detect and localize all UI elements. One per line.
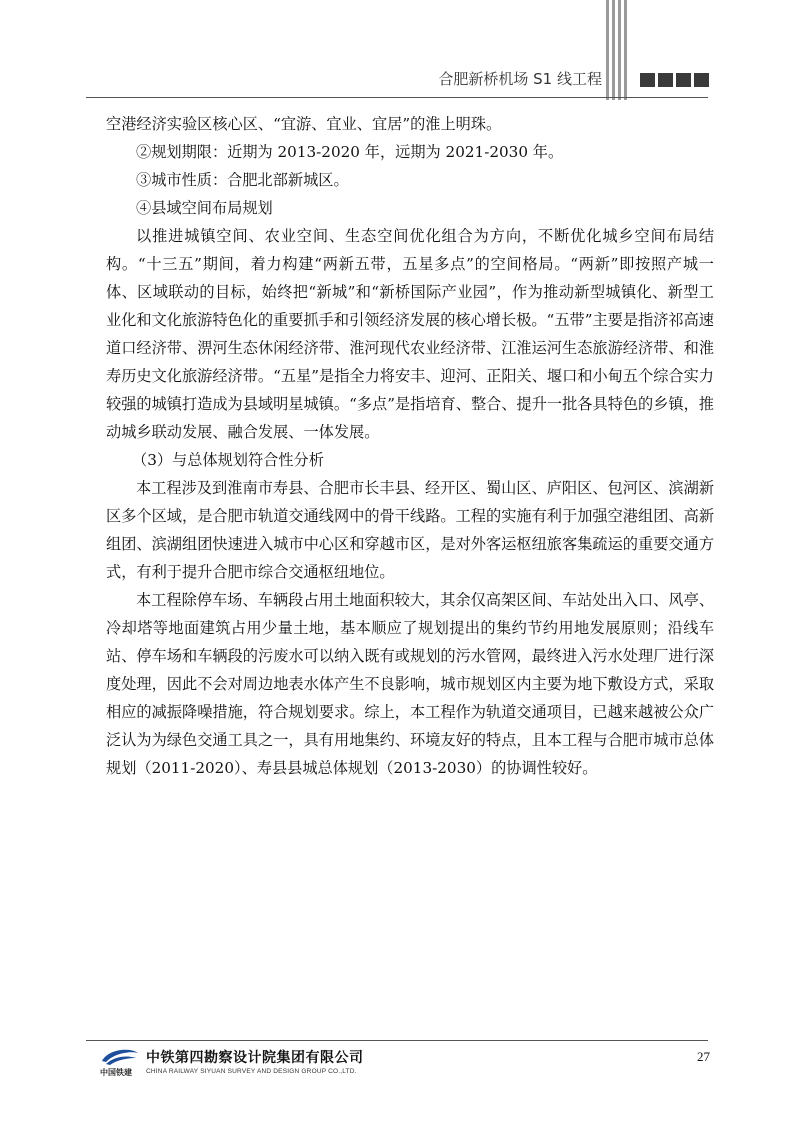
company-name-cn: 中铁第四勘察设计院集团有限公司 (146, 1050, 364, 1066)
body-content (106, 110, 714, 782)
company-name-en: CHINA RAILWAY SIYUAN SURVEY AND DESIGN GROUP CO.,LTD. (146, 1068, 357, 1075)
paragraph-continuation: 空港经济实验区核心区、“宜游、宜业、宜居”的淮上明珠。 (106, 115, 502, 133)
paragraph-city-nature: ③城市性质：合肥北部新城区。 (136, 171, 349, 189)
paragraph-county-layout-heading: ④县域空间布局规划 (136, 199, 273, 217)
page-number: 27 (697, 1049, 710, 1064)
paragraph-land-use: 本工程除停车场、车辆段占用土地面积较大，其余仅高架区间、车站处出入口、风亭、冷却塔等地面建筑占用少量土地，基本顺应了规划提出的集约节约用地发展原则；沿线车站、停车场和车辆段的污废水可以纳入既有或规划的污水管网，最终进入污水处理厂进行深度处理，因此不会对周边地表水体产生不良影响，城市规划区内主要为地下敷设方式，采取相应的减振降噪措施，符合规划要求。综上，本工程作为轨道交通项目，已越来越被公众广泛认为为绿色交通工具之一，具有用地集约、环境友好的特点，且本工程与合肥市城市总体规划（2011-2020）、寿县县城总体规划（2013-2030）的协调性较好。 (106, 591, 714, 777)
header-title: 合肥新桥机场 S1 线工程 (438, 70, 602, 88)
header-vertical-bars (606, 0, 628, 100)
footer-rule (86, 1040, 708, 1041)
section-heading-conformity: （3）与总体规划符合性分析 (132, 451, 324, 469)
paragraph-planning-period: ②规划期限：近期为 2013-2020 年，远期为 2021-2030 年。 (136, 143, 564, 161)
paragraph-county-layout: 以推进城镇空间、农业空间、生态空间优化组合为方向，不断优化城乡空间布局结构。“十三五”期间，着力构建“两新五带，五星多点”的空间格局。“两新”即按照产城一体、区域联动的目标，始终把“新城”和“新桥国际产业园”，作为推动新型城镇化、新型工业化和文化旅游特色化的重要抓手和引领经济发展的核心增长极。“五带”主要是指济祁高速道口经济带、淠河生态休闲经济带、淮河现代农业经济带、江淮运河生态旅游经济带、和淮寿历史文化旅游经济带。“五星”是指全力将安丰、迎河、正阳关、堰口和小甸五个综合实力较强的城镇打造成为县域明星城镇。“多点”是指培育、整合、提升一批各具特色的乡镇，推动城乡联动发展、融合发展、一体发展。 (106, 227, 714, 441)
header-rule (86, 97, 708, 98)
company-logo (100, 1047, 140, 1079)
crcc-logo-icon (100, 1047, 140, 1067)
logo-subtitle: 中国铁建 (100, 1068, 132, 1077)
paragraph-scope: 本工程涉及到淮南市寿县、合肥市长丰县、经开区、蜀山区、庐阳区、包河区、滨湖新区多个区域，是合肥市轨道交通线网中的骨干线路。工程的实施有利于加强空港组团、高新组团、滨湖组团快速进入城市中心区和穿越市区，是对外客运枢纽旅客集疏运的重要交通方式，有利于提升合肥市综合交通枢纽地位。 (106, 479, 714, 581)
